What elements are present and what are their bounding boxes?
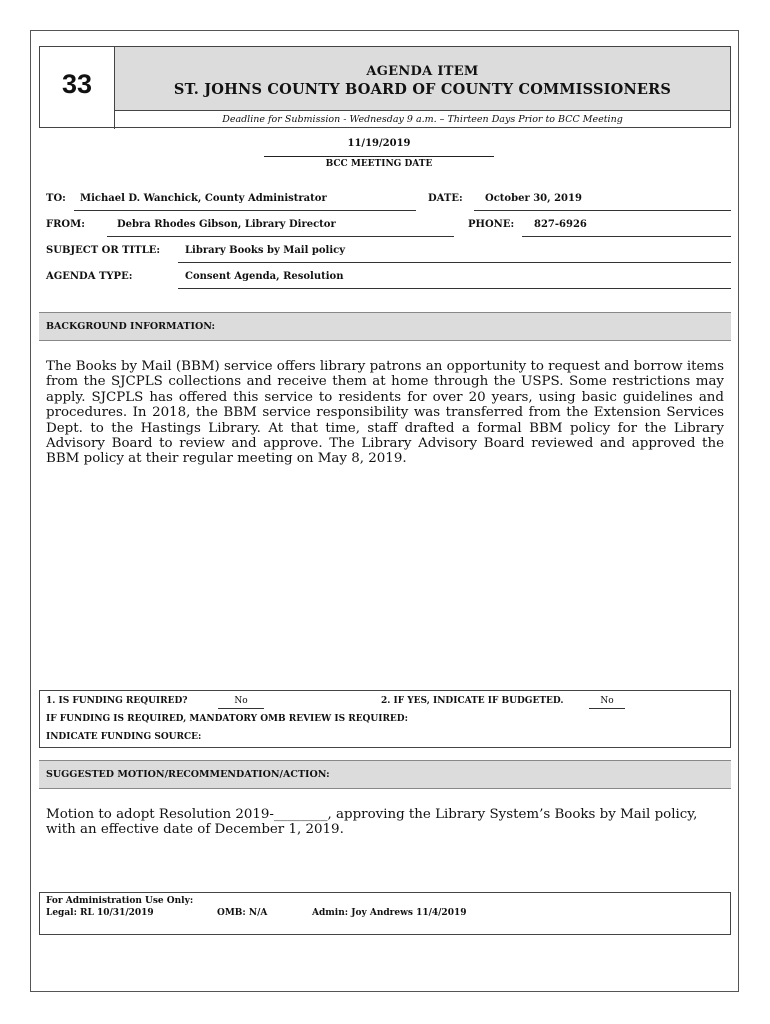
- legal-review: Legal: RL 10/31/2019: [46, 908, 154, 918]
- funding-box: [39, 690, 731, 748]
- header-title-line2: ST. JOHNS COUNTY BOARD OF COUNTY COMMISSIONERS: [173, 81, 672, 98]
- omb-review-note: IF FUNDING IS REQUIRED, MANDATORY OMB REVIEW IS REQUIRED:: [46, 714, 408, 724]
- funding-required-value: No: [234, 696, 248, 706]
- budgeted-label: 2. IF YES, INDICATE IF BUDGETED.: [381, 696, 564, 706]
- meeting-date-rule: [264, 156, 494, 157]
- background-text: The Books by Mail (BBM) service offers library patrons an opportunity to request and borrow items from the SJCPLS collections and receive them at home through the USPS. Some restrictions may apply. SJCPLS has offered this service to residents for over 20 years, using basic guidelines and procedures. In 2018, the BBM service responsibility was transferred from the Extension Services Dept. to the Hastings Library. At that time, staff drafted a formal BBM policy for the Library Advisory Board to review and approve. The Library Advisory Board reviewed and approved the BBM policy at their regular meeting on May 8, 2019.: [46, 359, 724, 467]
- motion-heading: SUGGESTED MOTION/RECOMMENDATION/ACTION:: [46, 769, 330, 780]
- subject-value: Library Books by Mail policy: [185, 245, 346, 256]
- agenda-item-number: 33: [61, 69, 93, 99]
- background-heading: BACKGROUND INFORMATION:: [46, 321, 216, 332]
- funding-source-label: INDICATE FUNDING SOURCE:: [46, 732, 202, 742]
- to-value: Michael D. Wanchick, County Administrator: [80, 193, 327, 204]
- phone-rule: [522, 236, 731, 237]
- date-label: DATE:: [428, 193, 463, 204]
- header-title-line1: AGENDA ITEM: [366, 64, 479, 79]
- background-heading-bar: [39, 312, 731, 341]
- subject-label: SUBJECT OR TITLE:: [46, 245, 161, 256]
- administration-box: [39, 892, 731, 935]
- agenda-item-number-cell: [40, 47, 115, 129]
- to-rule: [74, 210, 416, 211]
- subject-rule: [178, 262, 731, 263]
- from-label: FROM:: [46, 219, 85, 230]
- admin-review: Admin: Joy Andrews 11/4/2019: [312, 908, 467, 918]
- from-value: Debra Rhodes Gibson, Library Director: [117, 219, 336, 230]
- phone-label: PHONE:: [468, 219, 515, 230]
- agenda-type-label: AGENDA TYPE:: [46, 271, 133, 282]
- motion-text: Motion to adopt Resolution 2019-________, approving the Library System’s Books by Mail policy, with an effective date of December 1, 2019.: [46, 807, 698, 838]
- bcc-meeting-date-label: BCC MEETING DATE: [325, 159, 433, 169]
- funding-required-rule: [218, 708, 264, 709]
- budgeted-value: No: [600, 696, 614, 706]
- phone-value: 827-6926: [534, 219, 587, 230]
- header-title-cell: [115, 47, 730, 111]
- funding-required-label: 1. IS FUNDING REQUIRED?: [46, 696, 188, 706]
- date-rule: [474, 210, 731, 211]
- agenda-type-value: Consent Agenda, Resolution: [185, 271, 344, 282]
- omb-review: OMB: N/A: [217, 908, 268, 918]
- page-border: [30, 30, 739, 992]
- date-value: October 30, 2019: [485, 193, 582, 204]
- motion-heading-bar: [39, 760, 731, 789]
- to-label: TO:: [46, 193, 66, 204]
- agenda-header: [39, 46, 731, 128]
- from-rule: [107, 236, 454, 237]
- admin-use-heading: For Administration Use Only:: [46, 896, 194, 906]
- agenda-type-rule: [178, 288, 731, 289]
- bcc-meeting-date-value: 11/19/2019: [347, 138, 411, 149]
- budgeted-rule: [589, 708, 625, 709]
- submission-deadline: Deadline for Submission - Wednesday 9 a.m. – Thirteen Days Prior to BCC Meeting: [222, 114, 623, 125]
